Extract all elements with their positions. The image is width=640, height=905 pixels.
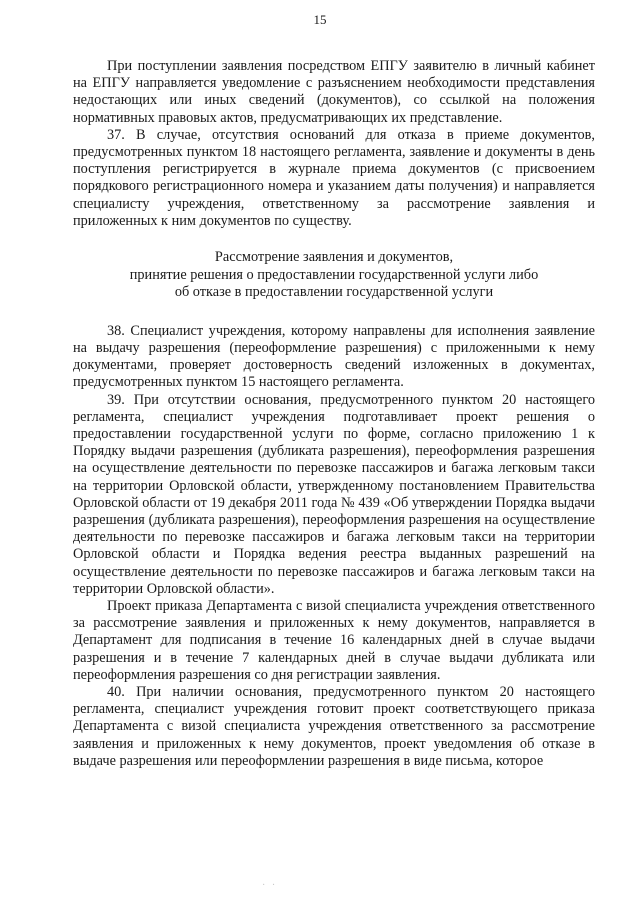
section-heading-line-3: об отказе в предоставлении государственной услуги	[174, 284, 494, 301]
paragraph-order-draft: Проект приказа Департамента с визой специалиста учреждения ответственного за рассмотрение заявления и приложенных к нему документов, направляется в Департамент для подписания в течение 16 календарных дней в случае выдачи разрешения и в течение 7 календарных дней в случае выдачи дубликата или переоформления разрешения со дня регистрации заявления.	[73, 598, 595, 683]
document-body	[73, 58, 595, 770]
paragraph-39: 39. При отсутствии основания, предусмотренного пунктом 20 настоящего регламента, специалист учреждения подготавливает проект решения о предоставлении государственной услуги по форме, согласно приложению 1 к Порядку выдачи разрешения (дубликата разрешения), переоформления разрешения на осуществление деятельности по перевозке пассажиров и багажа легковым такси на территории Орловской области, утвержденному постановлением Правительства Орловской области от 19 декабря 2011 года № 439 «Об утверждении Порядка выдачи разрешения (дубликата разрешения), переоформления разрешения на осуществление деятельности по перевозке пассажиров и багажа легковым такси на территории Орловской области и Порядка ведения реестра выданных разрешений на осуществление деятельности по перевозке пассажиров и багажа легковым такси на территории Орловской области».	[73, 391, 595, 597]
paragraph-38: 38. Специалист учреждения, которому направлены для исполнения заявление на выдачу разрешения (переоформление разрешения) с приложенными к нему документами, проверяет достоверность сведений изложенных в документах, предусмотренных пунктом 15 настоящего регламента.	[73, 322, 595, 391]
paragraph-40: 40. При наличии основания, предусмотренного пунктом 20 настоящего регламента, специалист учреждения готовит проект соответствующего приказа Департамента с визой специалиста учреждения ответственного за рассмотрение заявления и приложенных к нему документов, проект уведомления об отказе в выдаче разрешения или переоформлении разрешения в виде письма, которое	[73, 684, 595, 769]
scan-artifact: · ·	[262, 880, 278, 891]
section-heading-line-1: Рассмотрение заявления и документов,	[214, 249, 454, 266]
section-heading	[73, 249, 595, 302]
section-heading-line-2: принятие решения о предоставлении государственной услуги либо	[129, 266, 539, 283]
page-number: 15	[313, 12, 327, 27]
paragraph-epgu-notice: При поступлении заявления посредством ЕПГУ заявителю в личный кабинет на ЕПГУ направляется уведомление с разъяснением необходимости представления недостающих или иных сведений (документов), со ссылкой на положения нормативных правовых актов, предусматривающих их представление.	[73, 58, 595, 126]
paragraph-37: 37. В случае, отсутствия оснований для отказа в приеме документов, предусмотренных пунктом 18 настоящего регламента, заявление и документы в день поступления регистрируется в журнале приема документов (с присвоением порядкового регистрационного номера и указанием даты получения) и направляется специалисту учреждения, ответственному за рассмотрение заявления и приложенных к ним документов по существу.	[73, 126, 595, 229]
